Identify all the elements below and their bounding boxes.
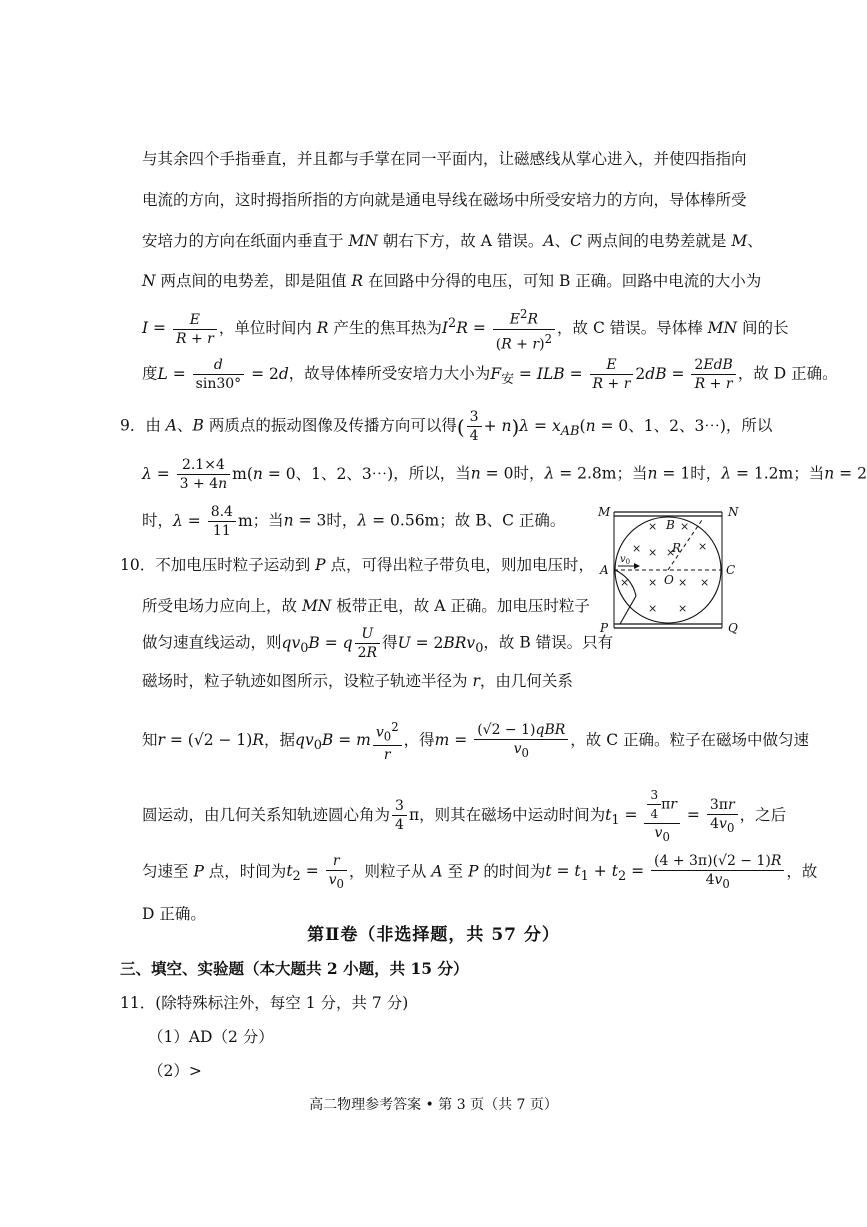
q10-line-6: 圆运动，由几何关系知轨迹圆心角为 $\frac{3}{4}$ π，则其在磁场中运动时间为$t_1$ = $\frac{3}{4}$ πr $v_0$ = $\frac{3\pi r}{4v_0}$ ，之后 (142, 788, 787, 844)
cross-mark: × (678, 576, 688, 589)
label-Q: Q (728, 621, 738, 635)
q10-line-7: 匀速至 P 点，时间为$t_2$ = $\frac{r}{v_0}$ ，则粒子从 A 至 P 的时间为$t = t_1 + t_2$ = $\frac{(4 + 3\pi)(√2 - 1)R}{4v_0}$ ，故 (142, 853, 818, 891)
label-N: N (728, 505, 739, 519)
q10-line-5: 知r = (√2 − 1)R，据$qv_0B = m$ $\frac{v_0^2}{r}$ ，得m = $\frac{\text{(√2 − 1)qBR}}{v_0}$ ，故 C 正确。粒子在磁场中做匀速 (142, 720, 809, 764)
q10-line-2: 所受电场力应向上，故 MN 板带正电，故 A 正确。加电压时粒子 (142, 597, 590, 615)
label-B: B (666, 518, 675, 532)
wavelength-relation: ( $\frac{3}{4}$ + $n)\lambda = x_{AB}(n = 0$、1、2、3⋯) (456, 409, 726, 444)
label-v0: $v_0$ (620, 554, 631, 566)
p8-line-1: 与其余四个手指垂直，并且都与手掌在同一平面内，让磁感线从掌心进入，并使四指指向 (142, 150, 747, 168)
cross-mark: × (648, 520, 658, 533)
cross-mark: × (620, 576, 630, 589)
q10-line-1: 10．不加电压时粒子运动到 P 点，可得出粒子带负电，则加电压时， (120, 556, 595, 574)
q11-header: 11．(除特殊标注外，每空 1 分，共 7 分) (120, 994, 409, 1012)
q10-line-8: D 正确。 (142, 905, 206, 923)
p8-line-2: 电流的方向，这时拇指所指的方向就是通电导线在磁场中所受安培力的方向，导体棒所受 (142, 191, 747, 209)
cross-mark: × (648, 546, 658, 559)
label-M: M (598, 505, 611, 519)
q11-answer-2: （2）> (148, 1062, 202, 1080)
q9-line-1: 9．由 A、B 两质点的振动图像及传播方向可以得( $\frac{3}{4}$ + $n)\lambda = x_{AB}(n = 0$、1、2、3⋯)，所以 (120, 409, 773, 444)
cross-mark: × (648, 576, 658, 589)
length-formula: L = $\frac{d}{\sin 30^\circ}$ = 2d (157, 357, 289, 392)
cross-mark: × (632, 542, 642, 555)
force-formula: $F_安$ = ILB = $\frac{E}{R + r}$ 2dB = $\frac{\text{2EdB}}{R + r}$ (490, 365, 738, 383)
page-footer: 高二物理参考答案 • 第 3 页（共 7 页） (309, 1097, 558, 1113)
label-P: P (600, 621, 609, 635)
section-3-heading: 三、填空、实验题（本大题共 2 小题，共 15 分） (120, 959, 469, 978)
p8-line-4: N 两点间的电势差，即是阻值 R 在回路中分得的电压，可知 B 正确。回路中电流的大小为 (142, 272, 762, 290)
cross-mark: × (648, 602, 658, 615)
cross-mark: × (698, 540, 708, 553)
q9-line-2: λ = $\frac{2.1\times 4}{3 + 4n}$ m(n = 0、1、2、3⋯)，所以，当n = 0时，λ = 2.8m；当n = 1时，λ = 1.2m；当n = 2 (142, 457, 867, 492)
q11-answer-1: （1）AD（2 分） (148, 1028, 274, 1046)
p8-line-6: 度L = $\frac{d}{\sin 30^\circ}$ = 2d，故导体棒所受安培力大小为$F_安$ = ILB = $\frac{E}{R + r}$ 2dB = $\frac{\text{2EdB}}{R + r}$ ，故 D 正确。 (142, 357, 838, 392)
p8-line-3: 安培力的方向在纸面内垂直于 MN 朝右下方，故 A 错误。A、C 两点间的电势差就是 M、 (142, 232, 763, 250)
wavelength-formula: λ = $\frac{2.1\times 4}{3 + 4n}$ m(n = 0、1、2、3⋯) (142, 457, 394, 492)
q10-figure (594, 500, 746, 640)
q10-line-4: 磁场时，粒子轨迹如图所示，设粒子轨迹半径为 r，由几何关系 (142, 672, 573, 690)
q9-line-3: 时，λ = $\frac{8.4}{11}$ m；当n = 3时，λ = 0.56m；故 B、C 正确。 (142, 504, 566, 539)
current-formula: I = $\frac{E}{R + r}$ (142, 319, 219, 337)
cross-mark: × (680, 520, 690, 533)
cross-mark: × (666, 546, 676, 559)
q10-line-3: 做匀速直线运动，则$qv_0B = q$ $\frac{U}{2R}$ 得U = 2BRv$_0$，故 B 错误。只有 (142, 626, 614, 661)
p8-line-5: I = $\frac{E}{R + r}$ ，单位时间内 R 产生的焦耳热为$I^2R$ = $\frac{E^2R}{(R + r)^2}$ ，故 C 错误。导体棒 MN 间的长 (142, 307, 789, 353)
heat-formula: $I^2R$ = $\frac{E^2R}{(R + r)^2}$ (442, 319, 557, 337)
label-C: C (726, 563, 736, 577)
label-R: R (672, 541, 682, 555)
section-2-title: 第Ⅱ卷（非选择题，共 57 分） (307, 925, 560, 945)
cross-mark: × (700, 576, 710, 589)
cross-mark: × (678, 602, 688, 615)
label-O: O (664, 573, 674, 587)
label-A: A (600, 563, 609, 577)
